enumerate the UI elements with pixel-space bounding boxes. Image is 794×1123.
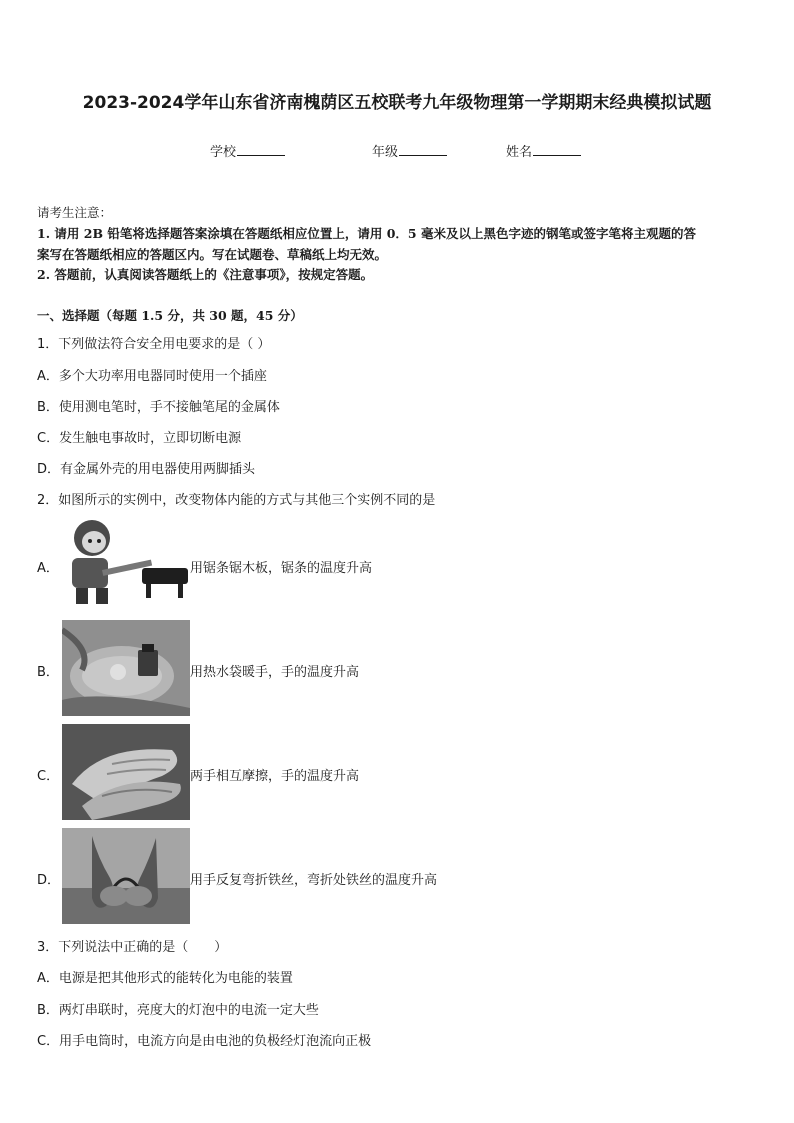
q2-option-b-desc: 用热水袋暖手，手的温度升高 [190,665,360,680]
section-heading: 一、选择题（每题 1.5 分，共 30 题，45 分） [37,308,303,323]
q2-option-d-label: D． [37,873,61,888]
hot-water-bag-image [62,620,190,716]
q1-option-a: A．多个大功率用电器同时使用一个插座 [37,369,267,384]
notice-heading: 请考生注意： [37,205,113,220]
q2-option-d-desc: 用手反复弯折铁丝，弯折处铁丝的温度升高 [190,873,438,888]
grade-field [372,141,447,160]
school-blank [237,143,285,156]
q1-option-c: C．发生触电事故时，立即切断电源 [37,431,242,446]
grade-label: 年级 [372,145,399,160]
notice-item-1-line-2: 案写在答题纸相应的答题区内。写在试题卷、草稿纸上均无效。 [37,247,388,262]
q3-option-c: C．用手电筒时，电流方向是由电池的负极经灯泡流向正极 [37,1034,372,1049]
q3-option-b: B．两灯串联时，亮度大的灯泡中的电流一定大些 [37,1003,319,1018]
q2-option-a-desc: 用锯条锯木板，锯条的温度升高 [190,561,373,576]
grade-blank [399,143,447,156]
school-field [210,141,285,160]
page-title: 2023-2024学年山东省济南槐荫区五校联考九年级物理第一学期期末经典模拟试题 [82,93,712,113]
q1-option-b: B．使用测电笔时，手不接触笔尾的金属体 [37,400,280,415]
name-blank [533,143,581,156]
sawing-image [62,516,190,608]
bending-wire-image [62,828,190,924]
name-field [506,141,581,160]
notice-item-1-line-1: 1. 请用 2B 铅笔将选择题答案涂填在答题纸相应位置上，请用 0．5 毫米及以上黑色字迹的钢笔或签字笔将主观题的答 [37,226,696,241]
school-label: 学校 [210,145,237,160]
q2-option-a-label: A． [37,561,59,576]
q3-stem: 3．下列说法中正确的是（ ） [37,940,228,955]
q2-option-c-label: C． [37,769,60,784]
rubbing-hands-image [62,724,190,820]
name-label: 姓名 [506,145,533,160]
notice-item-2: 2. 答题前，认真阅读答题纸上的《注意事项》，按规定答题。 [37,267,374,282]
q1-stem: 1．下列做法符合安全用电要求的是（ ） [37,337,271,352]
q2-option-c-desc: 两手相互摩擦，手的温度升高 [190,769,360,784]
q2-option-b-label: B． [37,665,59,680]
q1-option-d: D．有金属外壳的用电器使用两脚插头 [37,462,256,477]
q2-stem: 2．如图所示的实例中，改变物体内能的方式与其他三个实例不同的是 [37,493,436,508]
q3-option-a: A．电源是把其他形式的能转化为电能的装置 [37,971,293,986]
